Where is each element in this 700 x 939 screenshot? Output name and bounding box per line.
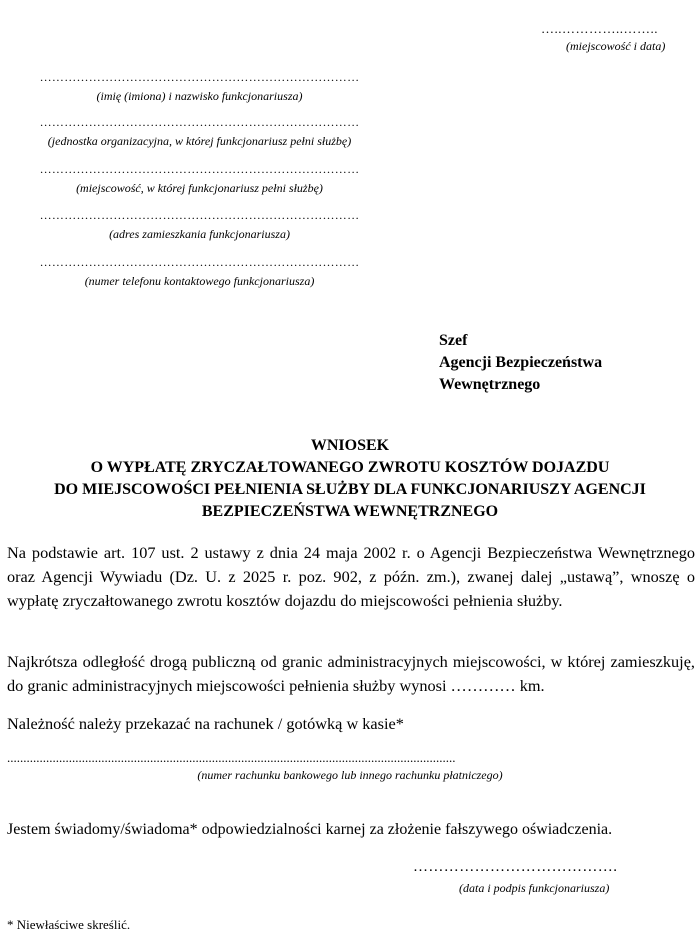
phone-dots[interactable]: …………………………………………………………………… [39,255,360,269]
account-number-dots[interactable]: .......................................................................................................................................... [7,751,456,765]
field-phone [7,255,392,288]
title-line-2: O WYPŁATĘ ZRYCZAŁTOWANEGO ZWROTU KOSZTÓW DOJAZDU [90,459,610,476]
address-caption: (adres zamieszkania funkcjonariusza) [109,227,290,241]
place-date-dots[interactable]: …..…………..…….. [541,21,658,36]
footnote: * Niewłaściwe skreślić. [7,917,131,932]
phone-caption: (numer telefonu kontaktowego funkcjonariusza) [84,274,315,288]
addressee-line-3: Wewnętrznego [439,376,541,393]
liability-statement: Jestem świadomy/świadoma* odpowiedzialności karnej za złożenie fałszywego oświadczenia. [7,821,613,838]
service-place-caption: (miejscowość, w której funkcjonariusz pełni służbę) [76,181,323,195]
unit-dots[interactable]: …………………………………………………………………… [39,115,360,129]
field-unit [7,115,392,148]
title-line-3: DO MIEJSCOWOŚCI PEŁNIENIA SŁUŻBY DLA FUNKCJONARIUSZY AGENCJI [54,481,646,498]
addressee-block [439,330,602,396]
field-service-place [7,162,392,195]
title-line-4: BEZPIECZEŃSTWA WEWNĘTRZNEGO [201,503,499,520]
address-dots[interactable]: …………………………………………………………………… [39,208,360,222]
name-dots[interactable]: …………………………………………………………………… [39,70,360,84]
addressee-line-1: Szef [439,332,468,349]
service-place-dots[interactable]: …………………………………………………………………… [39,162,360,176]
paragraph-payment-method: Należność należy przekazać na rachunek / gotówką w kasie* [7,714,404,733]
signature-caption: (data i podpis funkcjonariusza) [459,881,610,895]
document-title [0,435,700,523]
field-name [7,70,392,103]
place-date-caption: (miejscowość i data) [566,39,666,53]
title-line-1: WNIOSEK [310,437,390,454]
signature-dots[interactable]: …………………………………. [413,859,618,875]
addressee-line-2: Agencji Bezpieczeństwa [439,354,603,371]
name-caption: (imię (imiona) i nazwisko funkcjonariusza) [96,89,303,103]
account-number-caption: (numer rachunku bankowego lub innego rachunku płatniczego) [197,768,503,782]
unit-caption: (jednostka organizacyjna, w której funkcjonariusz pełni służbę) [47,134,352,148]
paragraph-legal-basis: Na podstawie art. 107 ust. 2 ustawy z dnia 24 maja 2002 r. o Agencji Bezpieczeństwa Wewnętrznego oraz Agencji Wywiadu (Dz. U. z 2025 r. poz. 902, z późn. zm.), zwanej dalej „ustawą”, wnoszę o wypłatę zryczałtowanego zwrotu kosztów dojazdu do miejscowości pełnienia służby. [7,543,695,610]
paragraph-distance: Najkrótsza odległość drogą publiczną od granic administracyjnych miejscowości, w której zamieszkuję, do granic administracyjnych miejscowości pełnienia służby wynosi ………… km. [7,652,695,695]
field-address [7,208,392,241]
